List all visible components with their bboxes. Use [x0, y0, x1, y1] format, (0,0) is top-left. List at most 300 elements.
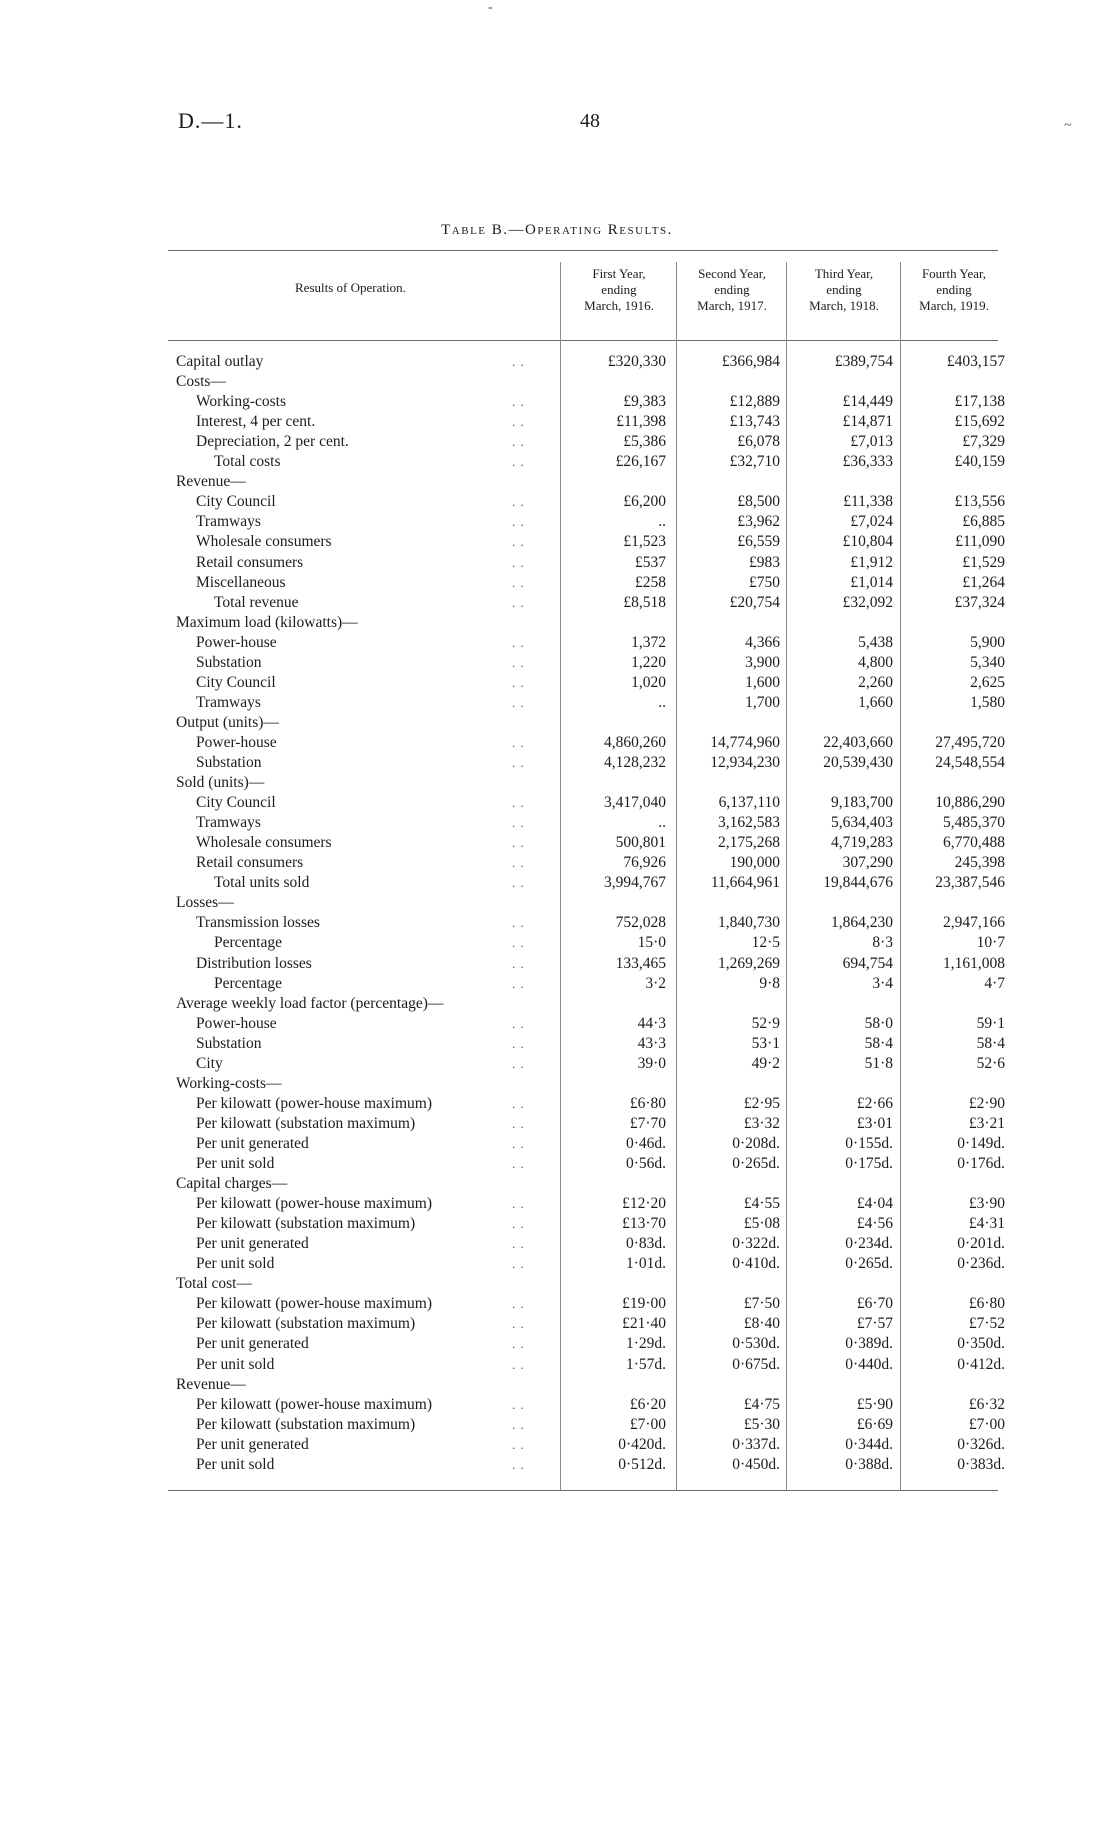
row-label: Total revenue	[214, 593, 299, 611]
value-cell: £389,754	[834, 353, 893, 370]
value-cell: 0·344d.	[845, 1435, 893, 1453]
value-cell: £6,885	[962, 513, 1005, 531]
value-cell: £8,518	[623, 593, 666, 611]
row-label: Tramways	[196, 693, 261, 711]
value-cell: 0·388d.	[845, 1455, 893, 1473]
table-row	[0, 873, 1114, 893]
row-label: Per kilowatt (power-house maximum)	[196, 1195, 433, 1213]
value-cell: 0·234d.	[845, 1235, 893, 1253]
table-row	[0, 1234, 1114, 1254]
leader-dots: . .	[512, 1336, 525, 1352]
value-cell: 0·149d.	[957, 1134, 1005, 1152]
row-label: Maximum load (kilowatts)—	[176, 613, 358, 631]
value-cell: 190,000	[729, 854, 780, 872]
value-cell: 5,634,403	[831, 814, 893, 832]
row-label: Per unit generated	[196, 1235, 309, 1253]
value-cell: 14,774,960	[710, 733, 780, 751]
table-row	[0, 1114, 1114, 1134]
row-label: Retail consumers	[196, 553, 304, 571]
value-cell: £4·56	[856, 1215, 893, 1233]
row-label: Per kilowatt (substation maximum)	[196, 1415, 416, 1433]
value-cell: £11,338	[843, 493, 893, 511]
leader-dots: . .	[512, 574, 525, 590]
row-label: Capital outlay	[176, 353, 264, 370]
value-cell: 0·440d.	[845, 1355, 893, 1373]
table-row	[0, 613, 1114, 633]
row-label: Per unit sold	[196, 1255, 275, 1273]
table-row	[0, 1074, 1114, 1094]
row-label: Distribution losses	[196, 954, 312, 972]
value-cell: 10,886,290	[935, 794, 1005, 812]
value-cell: 0·410d.	[732, 1255, 780, 1273]
value-cell: £6·32	[968, 1395, 1005, 1413]
row-label: Tramways	[196, 513, 261, 531]
value-cell: £1,014	[850, 573, 893, 591]
table-row	[0, 593, 1114, 613]
row-label: Percentage	[214, 974, 282, 992]
value-cell: £12·20	[622, 1195, 666, 1213]
leader-dots: . .	[512, 554, 525, 570]
value-cell: 1·57d.	[625, 1355, 666, 1373]
value-cell: £2·95	[743, 1094, 780, 1112]
value-cell: £9,383	[623, 393, 666, 411]
row-label: Costs—	[176, 373, 226, 391]
row-label: Output (units)—	[176, 713, 279, 731]
table-row	[0, 713, 1114, 733]
table-row	[0, 974, 1114, 994]
value-cell: £7·50	[743, 1295, 780, 1313]
table-row	[0, 773, 1114, 793]
row-label: Sold (units)—	[176, 774, 265, 792]
value-cell: ..	[658, 814, 666, 832]
value-cell: 4,719,283	[831, 834, 893, 852]
value-cell: £6·70	[856, 1295, 893, 1313]
column-header-second-year: Second Year, ending March, 1917.	[697, 266, 767, 313]
leader-dots: . .	[512, 454, 525, 470]
table-row	[0, 1294, 1114, 1314]
value-cell: £7,013	[850, 433, 893, 451]
value-cell: £6·69	[856, 1415, 893, 1433]
value-cell: 0·389d.	[845, 1335, 893, 1353]
value-cell: 8·3	[872, 934, 893, 952]
value-cell: £320,330	[607, 353, 666, 370]
value-cell: 245,398	[954, 854, 1005, 872]
row-label: Wholesale consumers	[196, 834, 332, 852]
value-cell: £32,092	[842, 593, 893, 611]
value-cell: ..	[658, 693, 666, 711]
value-cell: £1,529	[962, 553, 1005, 571]
table-row	[0, 954, 1114, 974]
leader-dots: . .	[512, 1095, 525, 1111]
value-cell: £21·40	[622, 1315, 666, 1333]
table-row	[0, 1134, 1114, 1154]
value-cell: £8,500	[737, 493, 780, 511]
leader-dots: . .	[512, 494, 525, 510]
leader-dots: . .	[512, 634, 525, 650]
table-row	[0, 893, 1114, 913]
value-cell: 5,438	[858, 633, 893, 651]
value-cell: £750	[749, 573, 780, 591]
leader-dots: . .	[512, 875, 525, 891]
row-label: Capital charges—	[176, 1175, 288, 1193]
table-row	[0, 573, 1114, 593]
row-header-label: Results of Operation.	[295, 280, 406, 295]
table-row	[0, 853, 1114, 873]
row-label: Power-house	[196, 733, 277, 751]
table-row	[0, 392, 1114, 412]
value-cell: £14,871	[842, 413, 893, 431]
value-cell: 27,495,720	[935, 733, 1005, 751]
table-row	[0, 1435, 1114, 1455]
table-row	[0, 653, 1114, 673]
leader-dots: . .	[512, 414, 525, 430]
value-cell: 0·326d.	[957, 1435, 1005, 1453]
value-cell: 1,161,008	[943, 954, 1005, 972]
value-cell: 1,660	[858, 693, 893, 711]
row-label: Per unit generated	[196, 1134, 309, 1152]
value-cell: 10·7	[976, 934, 1005, 952]
row-label: Per kilowatt (power-house maximum)	[196, 1395, 433, 1413]
table-row	[0, 994, 1114, 1014]
leader-dots: . .	[512, 855, 525, 871]
table-row	[0, 1254, 1114, 1274]
value-cell: 0·350d.	[957, 1335, 1005, 1353]
table-row	[0, 512, 1114, 532]
value-cell: £7·00	[968, 1415, 1005, 1433]
value-cell: 12,934,230	[710, 754, 780, 771]
table-row	[0, 633, 1114, 653]
leader-dots: . .	[512, 1055, 525, 1071]
value-cell: 0·512d.	[618, 1455, 666, 1473]
value-cell: £7·70	[629, 1114, 666, 1132]
value-cell: 0·155d.	[845, 1134, 893, 1152]
table-row	[0, 1194, 1114, 1214]
row-label: City Council	[196, 493, 276, 511]
value-cell: 5,900	[970, 633, 1005, 651]
value-cell: 0·56d.	[625, 1155, 666, 1172]
value-cell: £7·00	[629, 1415, 666, 1433]
row-label: Interest, 4 per cent.	[196, 413, 316, 431]
value-cell: 0·265d.	[845, 1255, 893, 1273]
value-cell: £4·04	[856, 1195, 893, 1213]
leader-dots: . .	[512, 1115, 525, 1131]
table-row	[0, 1395, 1114, 1415]
table-row	[0, 412, 1114, 432]
value-cell: £5·30	[743, 1415, 780, 1433]
value-cell: 0·83d.	[625, 1235, 666, 1253]
value-cell: £37,324	[954, 593, 1005, 611]
value-cell: £40,159	[954, 453, 1005, 471]
value-cell: 1,269,269	[718, 954, 780, 972]
value-cell: 1·29d.	[625, 1335, 666, 1353]
value-cell: 19,844,676	[823, 874, 893, 892]
leader-dots: . .	[512, 815, 525, 831]
value-cell: 0·383d.	[957, 1455, 1005, 1473]
value-cell: 5,485,370	[943, 814, 1005, 832]
row-label: Total cost—	[176, 1275, 252, 1293]
leader-dots: . .	[512, 594, 525, 610]
leader-dots: . .	[512, 1156, 525, 1171]
table-caption: Table B.—Operating Results.	[441, 222, 673, 238]
value-cell: 4,128,232	[604, 754, 666, 771]
value-cell: 0·201d.	[957, 1235, 1005, 1253]
row-label: Substation	[196, 1034, 262, 1052]
table-row	[0, 1154, 1114, 1174]
column-header-fourth-year: Fourth Year, ending March, 1919.	[919, 266, 989, 313]
value-cell: 5,340	[970, 653, 1005, 671]
table-row	[0, 673, 1114, 693]
table-row	[0, 452, 1114, 472]
value-cell: 3,900	[745, 653, 780, 671]
leader-dots: . .	[512, 734, 525, 750]
table-row	[0, 833, 1114, 853]
value-cell: 2,260	[858, 673, 893, 691]
table-row	[0, 733, 1114, 753]
value-cell: £17,138	[954, 393, 1005, 411]
value-cell: 2,175,268	[718, 834, 780, 852]
row-label: Per unit sold	[196, 1155, 275, 1172]
value-cell: 39·0	[637, 1054, 666, 1072]
value-cell: £15,692	[954, 413, 1005, 431]
value-cell: £1,523	[623, 533, 666, 551]
value-cell: £3·21	[968, 1114, 1005, 1132]
leader-dots: . .	[512, 1296, 525, 1312]
value-cell: 59·1	[976, 1014, 1005, 1032]
value-cell: 3·2	[645, 974, 666, 992]
table-row	[0, 1314, 1114, 1334]
document-reference: D.—1.	[178, 108, 243, 133]
value-cell: 133,465	[615, 954, 666, 972]
value-cell: £14,449	[842, 393, 893, 411]
leader-dots: . .	[512, 1196, 525, 1212]
value-cell: 22,403,660	[823, 733, 893, 751]
value-cell: 51·8	[864, 1054, 893, 1072]
row-label: Total units sold	[214, 874, 310, 892]
value-cell: 76,926	[623, 854, 666, 872]
table-row	[0, 553, 1114, 573]
value-cell: 4,800	[858, 653, 893, 671]
table-row	[0, 1034, 1114, 1054]
leader-dots: . .	[512, 694, 525, 710]
value-cell: 15·0	[637, 934, 666, 952]
value-cell: 49·2	[751, 1054, 780, 1072]
scan-mark: ~	[1064, 118, 1072, 133]
table-row	[0, 813, 1114, 833]
table-row	[0, 1334, 1114, 1354]
value-cell: 6,137,110	[718, 794, 780, 812]
value-cell: 3,994,767	[604, 874, 666, 892]
value-cell: £20,754	[729, 593, 780, 611]
leader-dots: . .	[512, 1135, 525, 1151]
row-label: City	[196, 1054, 223, 1072]
value-cell: 0·236d.	[957, 1255, 1005, 1273]
value-cell: £1,912	[850, 553, 893, 571]
leader-dots: . .	[512, 955, 525, 971]
value-cell: 0·530d.	[732, 1335, 780, 1353]
column-header-first-year: First Year, ending March, 1916.	[584, 266, 654, 313]
value-cell: £13,556	[954, 493, 1005, 511]
row-label: Per unit sold	[196, 1355, 275, 1373]
value-cell: £4·75	[743, 1395, 780, 1413]
row-label: Power-house	[196, 633, 277, 651]
leader-dots: . .	[512, 1236, 525, 1252]
row-label: Percentage	[214, 934, 282, 952]
value-cell: 24,548,554	[935, 754, 1005, 771]
row-label: Per unit sold	[196, 1455, 275, 1473]
row-label: Substation	[196, 653, 262, 671]
table-row	[0, 933, 1114, 953]
leader-dots: . .	[512, 1256, 525, 1272]
leader-dots: . .	[512, 394, 525, 410]
value-cell: £36,333	[842, 453, 893, 471]
leader-dots: . .	[512, 1436, 525, 1452]
value-cell: 0·176d.	[957, 1155, 1005, 1172]
value-cell: £5·08	[743, 1215, 780, 1233]
value-cell: £258	[635, 573, 666, 591]
leader-dots: . .	[512, 1416, 525, 1432]
table-row	[0, 532, 1114, 552]
value-cell: 52·6	[976, 1054, 1005, 1072]
value-cell: 0·420d.	[618, 1435, 666, 1453]
value-cell: 58·0	[864, 1014, 893, 1032]
value-cell: 3·4	[872, 974, 893, 992]
value-cell: £12,889	[729, 393, 780, 411]
value-cell: 1,580	[970, 693, 1005, 711]
column-header-third-year: Third Year, ending March, 1918.	[809, 266, 879, 313]
value-cell: £5·90	[856, 1395, 893, 1413]
value-cell: 500,801	[615, 834, 666, 852]
value-cell: £26,167	[615, 453, 666, 471]
table-row	[0, 472, 1114, 492]
value-cell: 9,183,700	[831, 794, 893, 812]
value-cell: 0·412d.	[957, 1355, 1005, 1373]
leader-dots: . .	[512, 975, 525, 991]
leader-dots: . .	[512, 1396, 525, 1412]
value-cell: £537	[635, 553, 666, 571]
table-row	[0, 793, 1114, 813]
value-cell: 0·265d.	[732, 1155, 780, 1172]
value-cell: £6·80	[629, 1094, 666, 1112]
leader-dots: . .	[512, 1015, 525, 1031]
table-row	[0, 352, 1114, 372]
table-row	[0, 432, 1114, 452]
leader-dots: . .	[512, 434, 525, 450]
table-row	[0, 1014, 1114, 1034]
value-cell: £5,386	[623, 433, 666, 451]
row-label: Transmission losses	[196, 914, 320, 932]
value-cell: 1,840,730	[718, 914, 780, 932]
row-label: Working-costs	[196, 393, 287, 411]
leader-dots: . .	[512, 674, 525, 690]
value-cell: £7,024	[850, 513, 893, 531]
leader-dots: . .	[512, 1035, 525, 1051]
value-cell: 58·4	[864, 1034, 893, 1052]
value-cell: 6,770,488	[943, 834, 1005, 852]
row-label: Retail consumers	[196, 854, 304, 872]
row-label: Per kilowatt (power-house maximum)	[196, 1295, 433, 1313]
value-cell: £983	[749, 553, 780, 571]
value-cell: £13,743	[729, 413, 780, 431]
page-number: 48	[580, 110, 600, 132]
value-cell: 4,860,260	[604, 733, 666, 751]
row-label: Miscellaneous	[196, 573, 286, 591]
leader-dots: . .	[512, 534, 525, 550]
value-cell: 9·8	[759, 974, 780, 992]
value-cell: 44·3	[637, 1014, 666, 1032]
value-cell: 11,664,961	[710, 874, 780, 892]
value-cell: 4·7	[984, 974, 1005, 992]
value-cell: £2·90	[968, 1094, 1005, 1112]
value-cell: £7,329	[962, 433, 1005, 451]
scan-mark: -	[488, 0, 493, 15]
value-cell: 20,539,430	[823, 754, 893, 771]
row-label: Working-costs—	[176, 1074, 282, 1092]
table-row	[0, 372, 1114, 392]
value-cell: £8·40	[743, 1315, 780, 1333]
row-label: Per kilowatt (substation maximum)	[196, 1114, 416, 1132]
row-label: Depreciation, 2 per cent.	[196, 433, 349, 451]
value-cell: 3,417,040	[604, 794, 666, 812]
row-label: City Council	[196, 673, 276, 691]
value-cell: 53·1	[751, 1034, 780, 1052]
table-row	[0, 1274, 1114, 1294]
row-label: Losses—	[176, 894, 234, 912]
value-cell: 3,162,583	[718, 814, 780, 832]
row-label: City Council	[196, 794, 276, 812]
leader-dots: . .	[512, 514, 525, 530]
value-cell: 4,366	[745, 633, 780, 651]
value-cell: 1,220	[631, 653, 666, 671]
row-label: Per kilowatt (substation maximum)	[196, 1315, 416, 1333]
value-cell: £6,559	[737, 533, 780, 551]
leader-dots: . .	[512, 1456, 525, 1472]
row-label: Per kilowatt (substation maximum)	[196, 1215, 416, 1233]
value-cell: £366,984	[721, 353, 780, 370]
value-cell: £7·52	[968, 1315, 1005, 1333]
row-label: Wholesale consumers	[196, 533, 332, 551]
value-cell: £3·90	[968, 1195, 1005, 1213]
value-cell: £2·66	[856, 1094, 893, 1112]
row-label: Tramways	[196, 814, 261, 832]
value-cell: 12·5	[751, 934, 780, 952]
value-cell: 1,020	[631, 673, 666, 691]
table-row	[0, 753, 1114, 773]
value-cell: 1·01d.	[625, 1255, 666, 1273]
value-cell: 52·9	[751, 1014, 780, 1032]
row-label: Total costs	[214, 453, 281, 471]
row-label: Power-house	[196, 1014, 277, 1032]
table-row	[0, 1214, 1114, 1234]
value-cell: 0·450d.	[732, 1455, 780, 1473]
value-cell: £4·55	[743, 1195, 780, 1213]
table-row	[0, 1415, 1114, 1435]
value-cell: ..	[658, 513, 666, 531]
value-cell: £7·57	[856, 1315, 893, 1333]
value-cell: 0·675d.	[732, 1355, 780, 1373]
value-cell: £3·01	[856, 1114, 893, 1132]
row-label: Revenue—	[176, 1375, 246, 1393]
value-cell: £10,804	[842, 533, 893, 551]
row-label: Per unit generated	[196, 1335, 309, 1353]
row-label: Revenue—	[176, 473, 246, 491]
table-row	[0, 1455, 1114, 1475]
value-cell: £403,157	[946, 353, 1005, 370]
value-cell: £13·70	[622, 1215, 666, 1233]
row-label: Average weekly load factor (percentage)—	[176, 994, 444, 1012]
row-label: Per unit generated	[196, 1435, 309, 1453]
value-cell: £19·00	[622, 1295, 666, 1313]
leader-dots: . .	[512, 755, 525, 770]
